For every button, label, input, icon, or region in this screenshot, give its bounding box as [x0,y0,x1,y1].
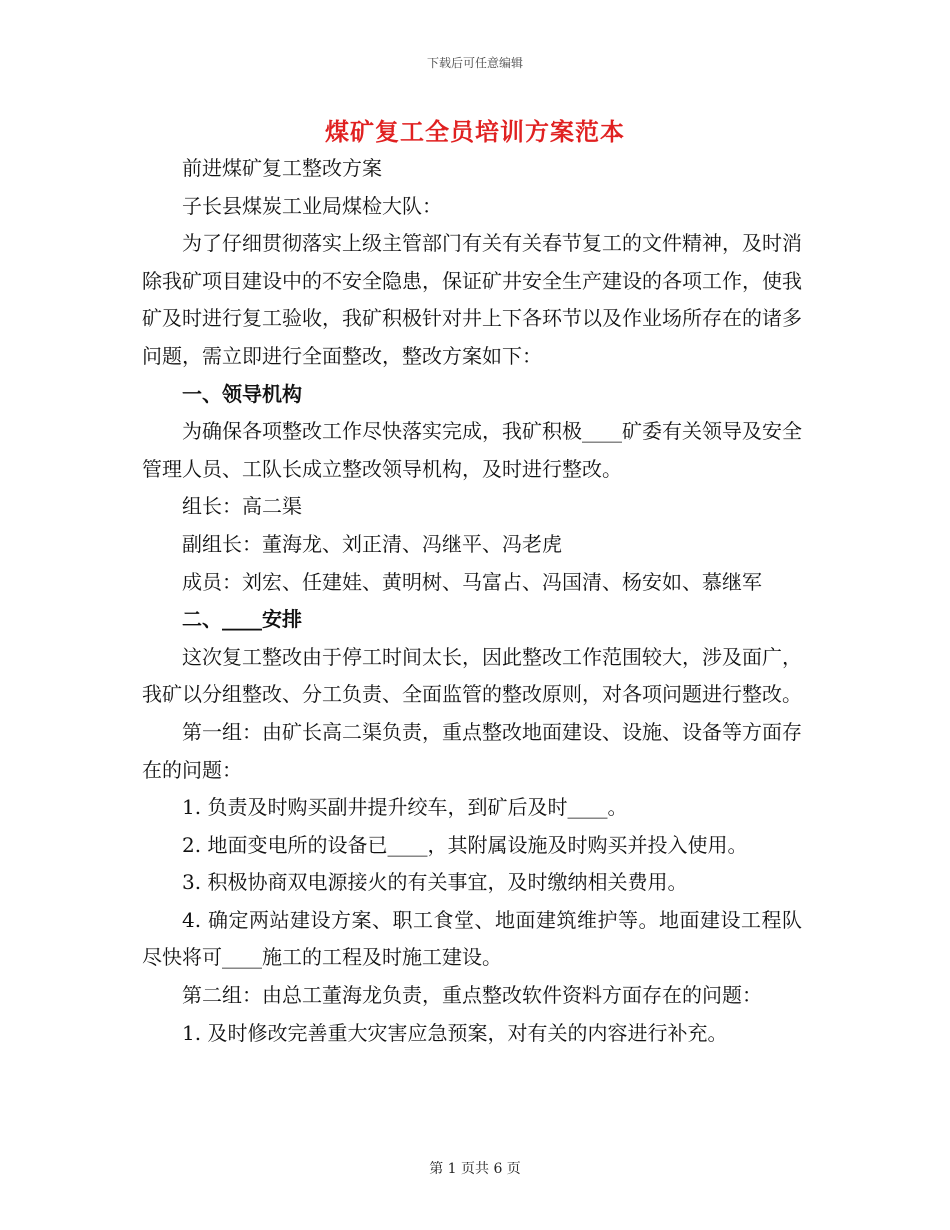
paragraph-intro: 为了仔细贯彻落实上级主管部门有关有关春节复工的文件精神，及时消除我矿项目建设中的不安全隐患，保证矿井安全生产建设的各项工作，使我矿及时进行复工验收，我矿积极针对井上下各环节以及作业场所存在的诸多问题，需立即进行全面整改，整改方案如下： [142,231,802,368]
paragraph-addressee: 子长县煤炭工业局煤检大队： [182,193,442,218]
section-heading-arrangement: 二、____安排 [182,607,302,632]
list-item: 2. 地面变电所的设备已____，其附属设施及时购买并投入使用。 [182,832,748,857]
paragraph-members: 成员：刘宏、任建娃、黄明树、马富占、冯国清、杨安如、慕继军 [182,569,762,594]
header-note: 下载后可任意编辑 [426,56,523,70]
document-title: 煤矿复工全员培训方案范本 [325,117,625,146]
list-item: 1. 负责及时购买副井提升绞车，到矿后及时____。 [182,795,628,820]
document-body [142,150,802,1052]
paragraph-group-two: 第二组：由总工董海龙负责，重点整改软件资料方面存在的问题： [182,983,762,1008]
page-footer: 第 1 页共 6 页 [429,1161,521,1177]
section-heading-leadership: 一、领导机构 [182,381,302,406]
list-item: 3. 积极协商双电源接火的有关事宜，及时缴纳相关费用。 [182,870,688,895]
list-item: 1. 及时修改完善重大灾害应急预案，对有关的内容进行补充。 [182,1020,728,1045]
paragraph-arrangement: 这次复工整改由于停工时间太长，因此整改工作范围较大，涉及面广，我矿以分组整改、分工负责、全面监管的整改原则，对各项问题进行整改。 [142,644,802,707]
paragraph-leader: 组长：高二渠 [182,494,302,519]
paragraph-leadership: 为确保各项整改工作尽快落实完成，我矿积极____矿委有关领导及安全管理人员、工队长成立整改领导机构，及时进行整改。 [142,419,802,481]
list-item: 4. 确定两站建设方案、职工食堂、地面建筑维护等。地面建设工程队尽快将可____施工的工程及时施工建设。 [142,907,802,970]
paragraph-plan-name: 前进煤矿复工整改方案 [182,156,382,180]
paragraph-deputy-leaders: 副组长：董海龙、刘正清、冯继平、冯老虎 [182,531,562,556]
paragraph-group-one: 第一组：由矿长高二渠负责，重点整改地面建设、设施、设备等方面存在的问题： [142,719,802,782]
